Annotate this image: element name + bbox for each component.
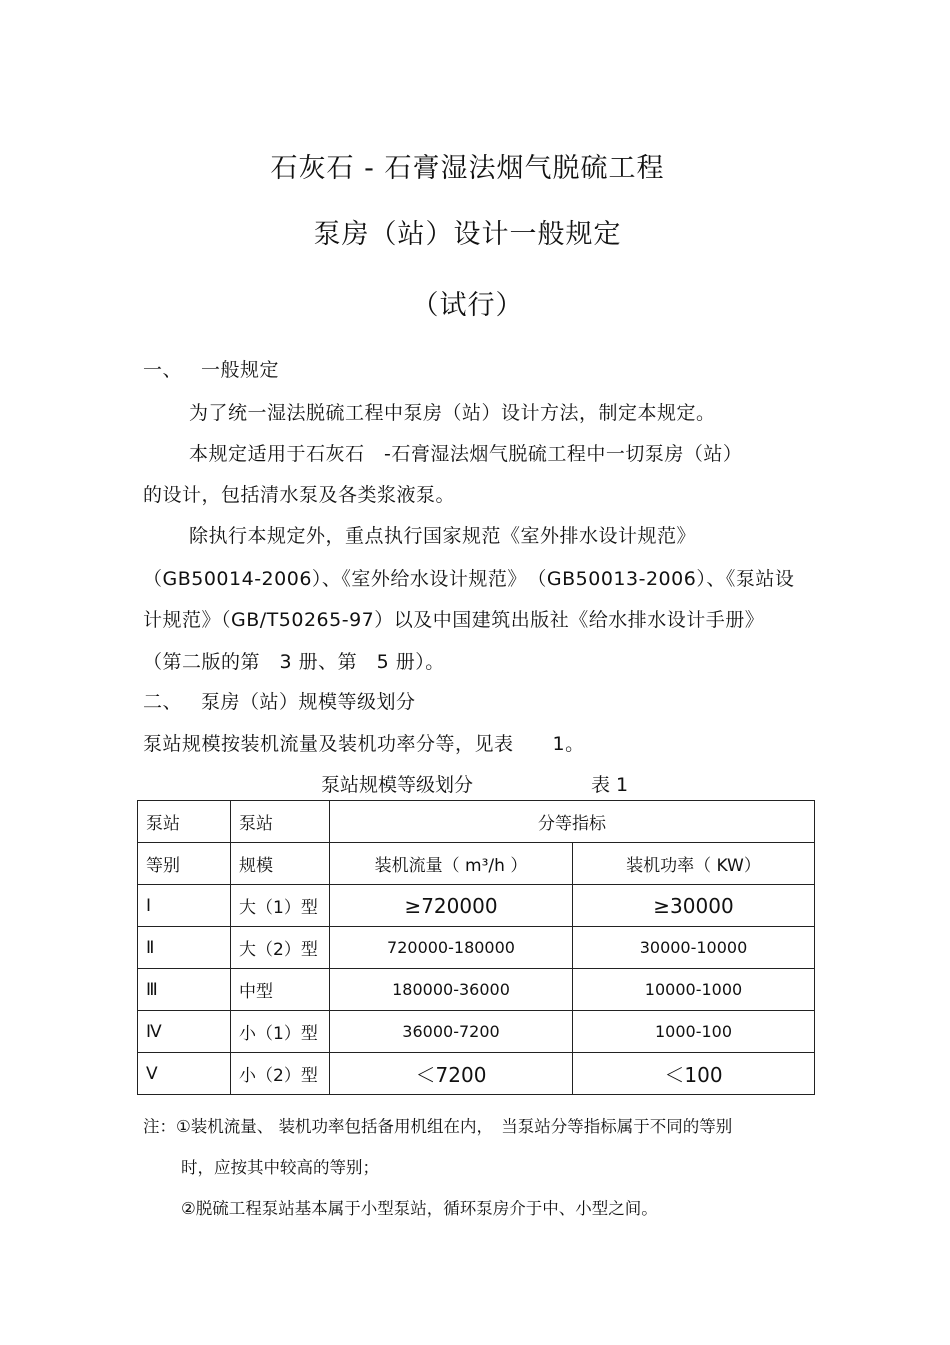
table-row: [138, 927, 815, 969]
section2-heading: 泵房（站）规模等级划分: [201, 691, 416, 713]
scale-cell: 中型: [231, 969, 330, 1011]
power-cell: ≥30000: [573, 885, 815, 927]
scale-cell: 大（2）型: [231, 927, 330, 969]
flow-cell: ≥720000: [330, 885, 573, 927]
power-cell: 30000-10000: [573, 927, 815, 969]
paragraph: 的设计，包括清水泵及各类浆液泵。: [143, 484, 456, 506]
scale-cell: 小（2）型: [231, 1053, 330, 1095]
grade-cell: Ⅱ: [138, 927, 231, 969]
paragraph: 除执行本规定外，重点执行国家规范《室外排水设计规范》: [189, 525, 697, 547]
table-header-row: [138, 801, 815, 843]
header-cell-scale-1: 泵站: [231, 801, 330, 843]
paragraph: 计规范》（GB/T50265-97）以及中国建筑出版社《给水排水设计手册》: [143, 609, 765, 631]
scale-cell: 小（1）型: [231, 1011, 330, 1053]
table-note: 时，应按其中较高的等别；: [181, 1158, 379, 1177]
header-cell-flow: 装机流量（ m³/h ）: [330, 843, 573, 885]
table-note: ②脱硫工程泵站基本属于小型泵站，循环泵房介于中、小型之间。: [181, 1199, 658, 1218]
table-caption: 泵站规模等级划分: [321, 774, 474, 796]
header-cell-grade-1: 泵站: [138, 801, 231, 843]
grade-cell: Ⅴ: [138, 1053, 231, 1095]
section1-number: 一、: [143, 359, 183, 381]
table-note: 注：①装机流量、 装机功率包括备用机组在内， 当泵站分等指标属于不同的等别: [143, 1117, 733, 1136]
section1-heading: 一般规定: [201, 359, 280, 381]
paragraph: 泵站规模按装机流量及装机功率分等，见表 1。: [143, 733, 585, 755]
flow-cell: 36000-7200: [330, 1011, 573, 1053]
paragraph: 本规定适用于石灰石 -石膏湿法烟气脱硫工程中一切泵房（站）: [189, 443, 743, 465]
grade-cell: Ⅰ: [138, 885, 231, 927]
flow-cell: 180000-36000: [330, 969, 573, 1011]
power-cell: 10000-1000: [573, 969, 815, 1011]
table-row: [138, 1011, 815, 1053]
table-header-row: [138, 843, 815, 885]
document-trial-label: （试行）: [411, 290, 524, 321]
grade-cell: Ⅲ: [138, 969, 231, 1011]
section2-number: 二、: [143, 691, 183, 713]
power-cell: 1000-100: [573, 1011, 815, 1053]
table-row: [138, 885, 815, 927]
flow-cell: 720000-180000: [330, 927, 573, 969]
flow-cell: ＜7200: [330, 1053, 573, 1095]
table-row: [138, 969, 815, 1011]
header-cell-index: 分等指标: [330, 801, 815, 843]
header-cell-grade-2: 等别: [138, 843, 231, 885]
paragraph: （GB50014-2006）、《室外给水设计规范》 （GB50013-2006）、《泵站设: [143, 568, 795, 590]
table-row: [138, 1053, 815, 1095]
header-cell-power: 装机功率（ KW）: [573, 843, 815, 885]
document-title: 石灰石 - 石膏湿法烟气脱硫工程: [270, 153, 665, 184]
grade-cell: Ⅳ: [138, 1011, 231, 1053]
header-cell-scale-2: 规模: [231, 843, 330, 885]
grade-table: [137, 800, 815, 1095]
power-cell: ＜100: [573, 1053, 815, 1095]
scale-cell: 大（1）型: [231, 885, 330, 927]
table-number: 表 1: [591, 774, 629, 796]
paragraph: （第二版的第 3 册、第 5 册）。: [143, 651, 445, 673]
paragraph: 为了统一湿法脱硫工程中泵房（站）设计方法，制定本规定。: [189, 402, 716, 424]
document-subtitle: 泵房（站）设计一般规定: [313, 219, 622, 250]
